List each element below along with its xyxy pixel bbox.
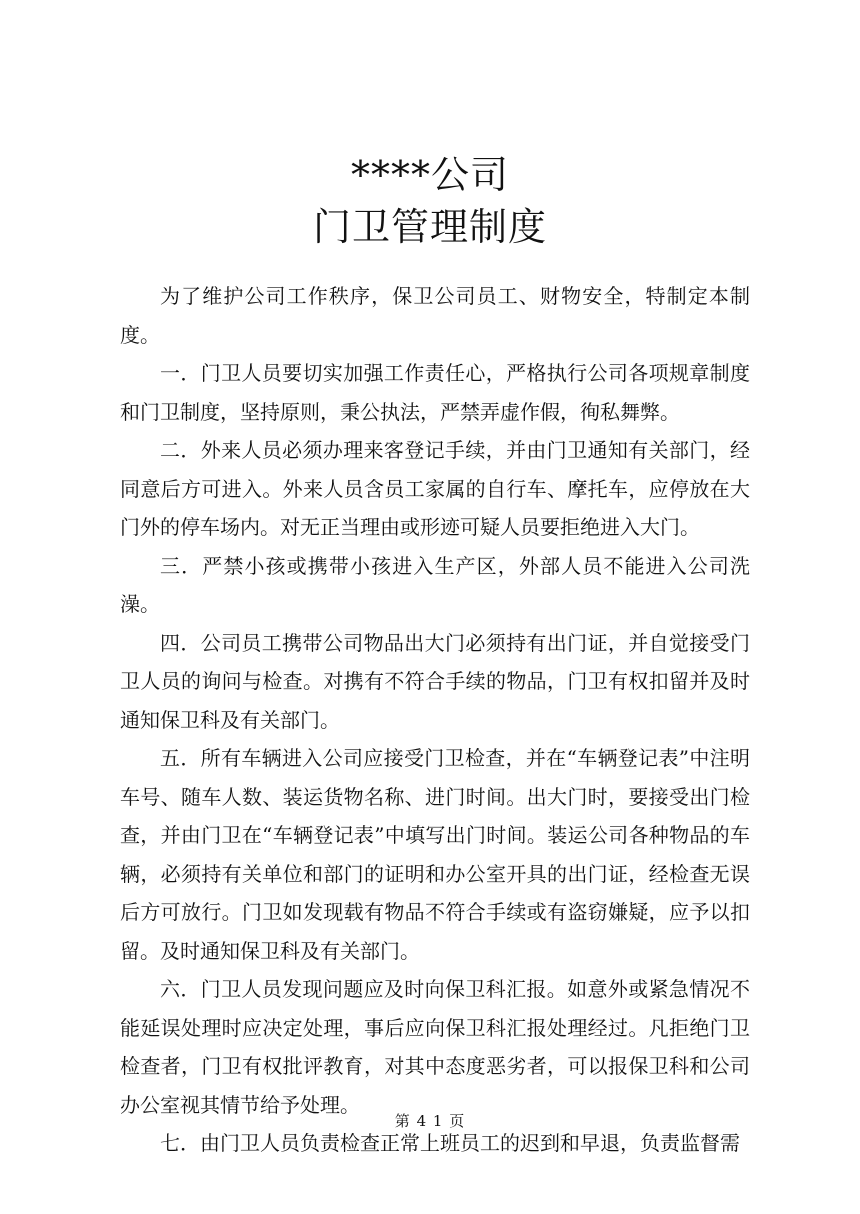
rule-paragraph-7: 七．由门卫人员负责检查正常上班员工的迟到和早退，负责监督需 — [160, 1131, 740, 1155]
document-body — [120, 277, 750, 1163]
rule-paragraph-2: 二．外来人员必须办理来客登记手续，并由门卫通知有关部门，经同意后方可进入。外来人员含员工家属的自行车、摩托车，应停放在大门外的停车场内。对无正当理由或形迹可疑人员要拒绝进入大门。 — [120, 438, 750, 539]
company-name-title: ****公司 — [350, 153, 509, 197]
rule-paragraph-3: 三．严禁小孩或携带小孩进入生产区，外部人员不能进入公司洗澡。 — [120, 553, 750, 616]
intro-paragraph: 为了维护公司工作秩序，保卫公司员工、财物安全，特制定本制度。 — [120, 284, 750, 347]
rule-paragraph-5: 五．所有车辆进入公司应接受门卫检查，并在“车辆登记表”中注明车号、随车人数、装运货物名称、进门时间。出大门时，要接受出门检查，并由门卫在“车辆登记表”中填写出门时间。装运公司各种物品的车辆，必须持有关单位和部门的证明和办公室开具的出门证，经检查无误后方可放行。门卫如发现载有物品不符合手续或有盗窃嫌疑，应予以扣留。及时通知保卫科及有关部门。 — [120, 746, 750, 963]
document-title: 门卫管理制度 — [312, 205, 547, 249]
rule-paragraph-6: 六．门卫人员发现问题应及时向保卫科汇报。如意外或紧急情况不能延误处理时应决定处理，事后应向保卫科汇报处理经过。凡拒绝门卫检查者，门卫有权批评教育，对其中态度恶劣者，可以报保卫科和公司办公室视其情节给予处理。 — [120, 977, 750, 1117]
rule-paragraph-1: 一．门卫人员要切实加强工作责任心，严格执行公司各项规章制度和门卫制度，坚持原则，秉公执法，严禁弄虚作假，徇私舞弊。 — [120, 361, 750, 424]
page-number: 第 4 1 页 — [394, 1112, 466, 1130]
rule-paragraph-4: 四．公司员工携带公司物品出大门必须持有出门证，并自觉接受门卫人员的询问与检查。对携有不符合手续的物品，门卫有权扣留并及时通知保卫科及有关部门。 — [120, 630, 750, 732]
